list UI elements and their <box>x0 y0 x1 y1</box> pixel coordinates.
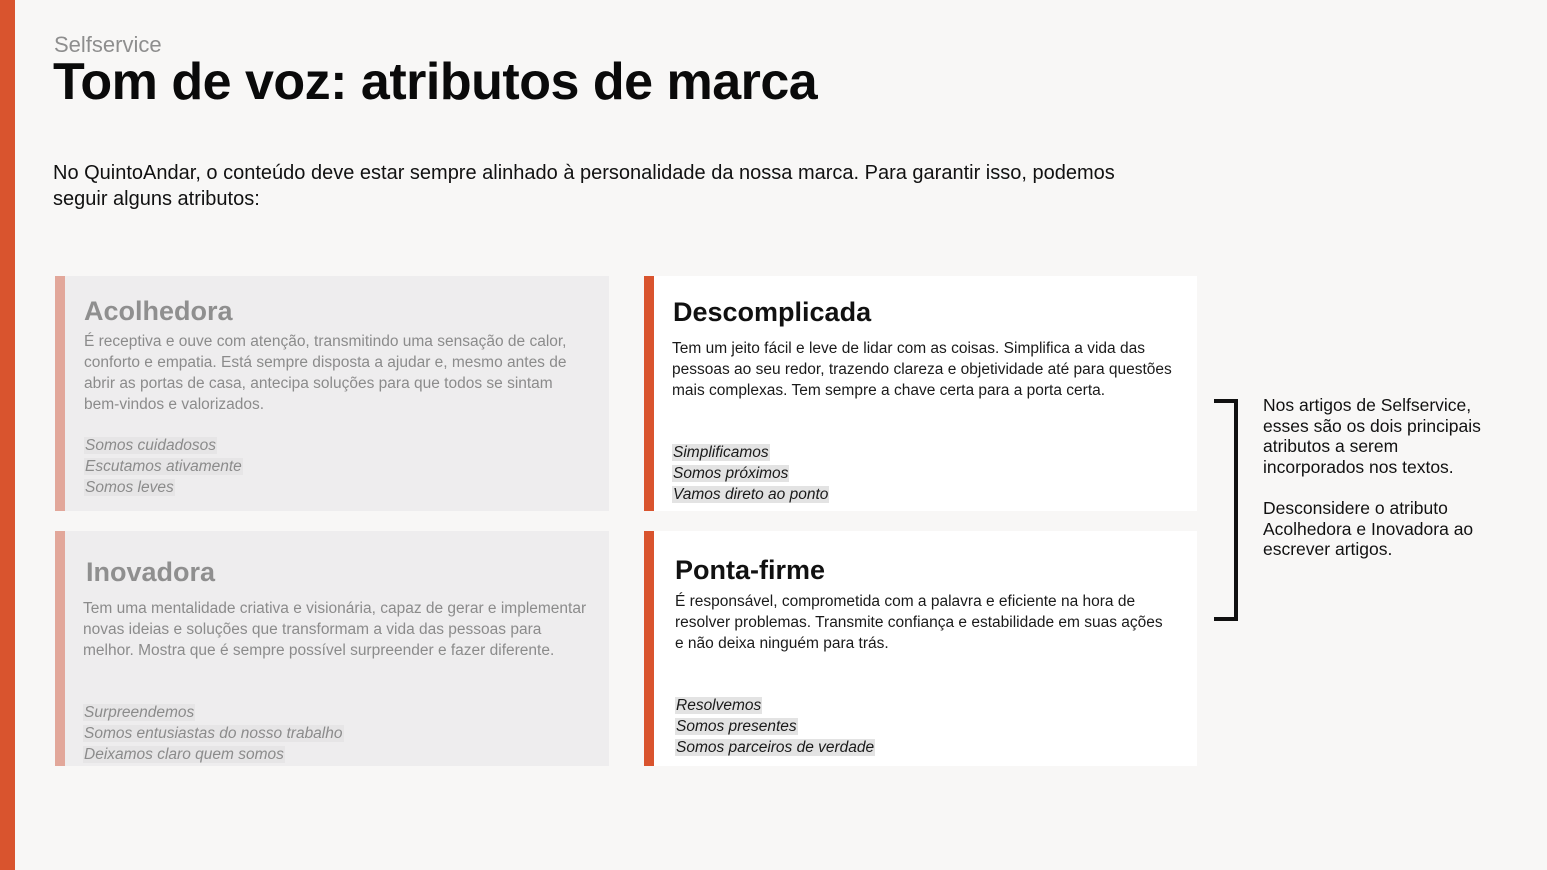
tag-item: Somos presentes <box>676 718 797 735</box>
side-note <box>1263 395 1503 560</box>
page-title: Tom de voz: atributos de marca <box>53 53 818 111</box>
attribute-card-descomplicada <box>644 276 1197 511</box>
intro-paragraph: No QuintoAndar, o conteúdo deve estar sempre alinhado à personalidade da nossa marca. Para garantir isso, podemos seguir alguns atributos: <box>53 162 1115 210</box>
attribute-title: Inovadora <box>86 557 216 587</box>
attribute-title: Ponta-firme <box>675 555 826 585</box>
attribute-description: Tem um jeito fácil e leve de lidar com as coisas. Simplifica a vida das pessoas ao seu redor, trazendo clareza e objetividade até para questões mais complexas. Tem sempre a chave certa para a porta certa. <box>672 340 1172 399</box>
attribute-tags <box>83 702 344 765</box>
tag-item: Vamos direto ao ponto <box>673 486 829 503</box>
tag-item: Resolvemos <box>676 697 762 714</box>
attribute-card-inovadora <box>55 531 609 766</box>
grouping-bracket <box>1214 399 1238 621</box>
card-accent-bar <box>55 531 65 766</box>
tag-item: Somos leves <box>85 479 174 496</box>
attribute-description: Tem uma mentalidade criativa e visionária, capaz de gerar e implementar novas ideias e soluções que transformam a vida das pessoas para melhor. Mostra que é sempre possível surpreender e fazer diferente. <box>83 600 587 659</box>
attribute-card-ponta-firme <box>644 531 1197 766</box>
side-note-paragraph: Nos artigos de Selfservice, esses são os dois principais atributos a serem incorporados nos textos. <box>1263 395 1481 477</box>
attribute-card-acolhedora <box>55 276 609 511</box>
tag-item: Simplificamos <box>673 444 769 461</box>
left-accent-bar <box>0 0 15 870</box>
attribute-title: Descomplicada <box>673 297 872 327</box>
card-accent-bar <box>644 276 654 511</box>
tag-item: Deixamos claro quem somos <box>84 746 284 763</box>
tag-item: Somos cuidadosos <box>85 437 216 454</box>
attribute-tags <box>84 435 243 498</box>
attribute-description: É receptiva e ouve com atenção, transmitindo uma sensação de calor, conforto e empatia. Está sempre disposta a ajudar e, mesmo antes de abrir as portas de casa, antecipa soluções para que todos se sintam bem-vindos e valorizados. <box>84 333 567 413</box>
side-note-paragraph: Desconsidere o atributo Acolhedora e Inovadora ao escrever artigos. <box>1263 498 1474 559</box>
tag-item: Somos entusiastas do nosso trabalho <box>84 725 343 742</box>
card-accent-bar <box>644 531 654 766</box>
tag-item: Somos parceiros de verdade <box>676 739 875 756</box>
attribute-description: É responsável, comprometida com a palavra e eficiente na hora de resolver problemas. Transmite confiança e estabilidade em suas ações e não deixa ninguém para trás. <box>675 593 1163 652</box>
attribute-tags <box>675 695 875 758</box>
attribute-tags <box>672 442 829 505</box>
card-accent-bar <box>55 276 65 511</box>
tag-item: Escutamos ativamente <box>85 458 242 475</box>
tag-item: Somos próximos <box>673 465 789 482</box>
tag-item: Surpreendemos <box>84 704 195 721</box>
attribute-title: Acolhedora <box>84 296 233 326</box>
section-eyebrow: Selfservice <box>54 32 162 57</box>
